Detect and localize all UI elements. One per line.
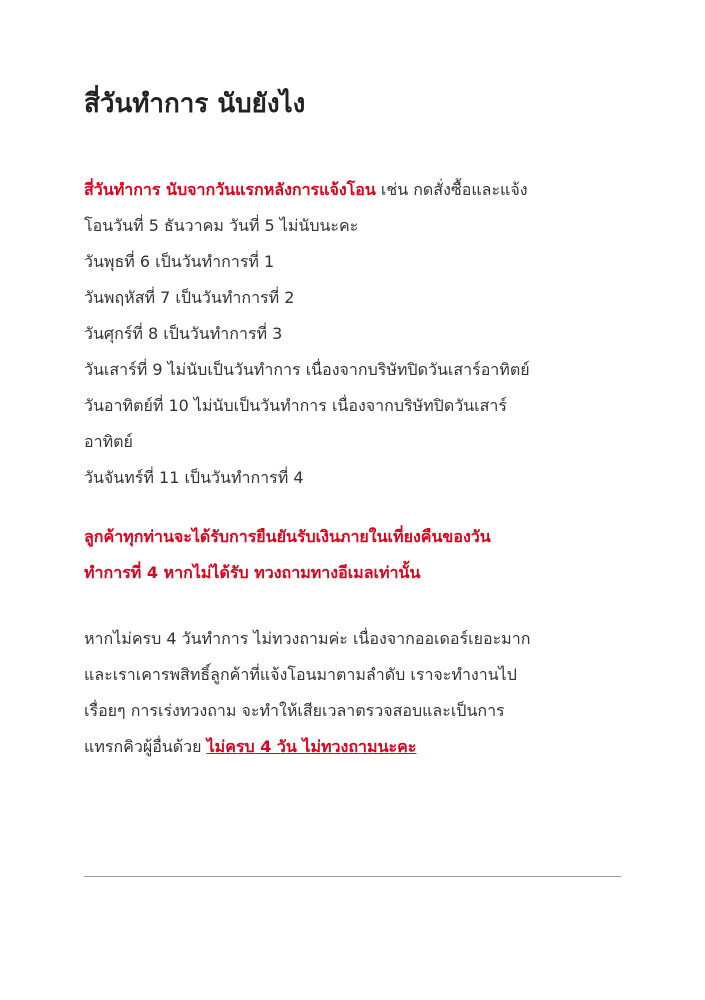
closing-line-3: เรื่อยๆ การเร่งทวงถาม จะทำให้เสียเวลาตรวจสอบและเป็นการ [84,701,505,720]
notice-line-1: ลูกค้าทุกท่านจะได้รับการยืนยันรับเงินภายในเที่ยงคืนของวัน [84,527,491,546]
closing-line-4 [84,729,624,765]
day-sunday-continued: อาทิตย์ [84,432,133,451]
day-saturday: วันเสาร์ที่ 9 ไม่นับเป็นวันทำการ เนื่องจากบริษัทปิดวันเสาร์อาทิตย์ [84,360,530,379]
horizontal-divider [84,876,621,877]
day-friday: วันศุกร์ที่ 8 เป็นวันทำการที่ 3 [84,324,283,343]
closing-line-2: และเราเคารพสิทธิ์ลูกค้าที่แจ้งโอนมาตามลำดับ เราจะทำงานไป [84,665,517,684]
explanation-line-2: โอนวันที่ 5 ธันวาคม วันที่ 5 ไม่นับนะคะ [84,216,359,235]
business-days-definition: สี่วันทำการ นับจากวันแรกหลังการแจ้งโอน [84,180,376,199]
day-sunday: วันอาทิตย์ที่ 10 ไม่นับเป็นวันทำการ เนื่องจากบริษัทปิดวันเสาร์ [84,396,507,415]
day-thursday: วันพฤหัสที่ 7 เป็นวันทำการที่ 2 [84,288,295,307]
day-monday: วันจันทร์ที่ 11 เป็นวันทำการที่ 4 [84,468,304,487]
no-followup-emphasis: ไม่ครบ 4 วัน ไม่ทวงถามนะคะ [206,737,417,756]
notice-line-2: ทำการที่ 4 หากไม่ได้รับ ทวงถามทางอีเมลเท่านั้น [84,563,421,582]
closing-paragraph [84,621,624,765]
example-intro-text: เช่น กดสั่งซื้อและแจ้ง [375,180,528,199]
closing-line-4-text: แทรกคิวผู้อื่นด้วย [84,737,207,756]
business-days-explanation [84,172,624,496]
page-title: สี่วันทำการ นับยังไง [84,89,306,119]
explanation-line-1 [84,172,624,208]
closing-line-1: หากไม่ครบ 4 วันทำการ ไม่ทวงถามค่ะ เนื่องจากออเดอร์เยอะมาก [84,629,531,648]
day-wednesday: วันพุธที่ 6 เป็นวันทำการที่ 1 [84,252,275,271]
confirmation-notice [84,519,624,591]
